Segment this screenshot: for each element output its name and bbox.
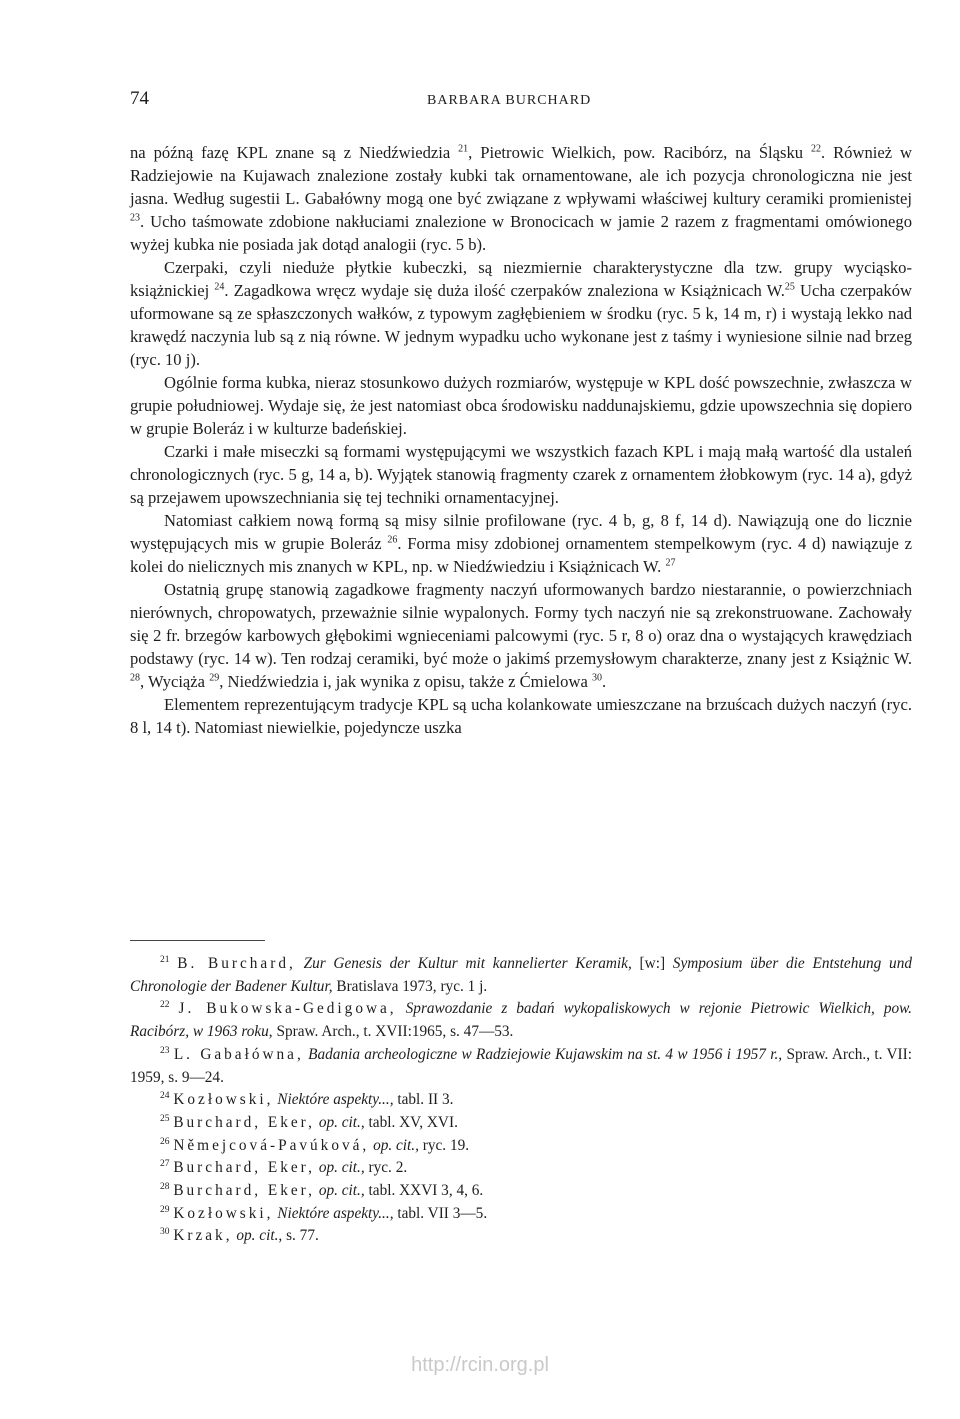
footnote-number: 25 bbox=[160, 1113, 170, 1124]
text-run: , Pietrowic Wielkich, pow. Racibórz, na Śląsku bbox=[468, 143, 804, 162]
footnote-ref: 26 bbox=[387, 534, 398, 546]
footnote-title: op. cit., bbox=[318, 1113, 365, 1131]
footnote bbox=[130, 1203, 912, 1226]
footnote-number: 23 bbox=[160, 1045, 170, 1056]
text-run: . Ucho taśmowate zdobione nakłuciami znalezione w Bronocicach w jamie 2 razem z fragmentami omówionego wyżej kubka nie posiada jak dotąd analogii (ryc. 5 b). bbox=[130, 212, 912, 254]
footnote-title: op. cit., bbox=[236, 1227, 283, 1245]
footnote-rest: ryc. 2. bbox=[364, 1159, 408, 1177]
text-run: . Zagadkowa wręcz wydaje się duża ilość czerpaków znaleziona w Książnicach W. bbox=[224, 281, 785, 300]
footnote bbox=[130, 1157, 912, 1180]
footnote-number: 29 bbox=[160, 1204, 170, 1215]
page-number: 74 bbox=[130, 88, 149, 109]
footnote-title: Badania archeologiczne w Radziejowie Kujawskim na st. 4 w 1956 i 1957 r., bbox=[308, 1045, 783, 1063]
footnote bbox=[130, 953, 912, 998]
footnote-ref: 30 bbox=[591, 672, 602, 684]
footnote-title: op. cit., bbox=[318, 1182, 365, 1200]
footnote-title: Zur Genesis der Kultur mit kannelierter Keramik, bbox=[303, 955, 632, 972]
footnote-ref: 29 bbox=[209, 672, 220, 684]
footnote-ref: 28 bbox=[130, 672, 140, 684]
footnote-author: J. Bukowska-Gedigowa, bbox=[178, 1000, 397, 1018]
source-watermark: http://rcin.org.pl bbox=[411, 1354, 549, 1376]
footnote-rest: s. 77. bbox=[282, 1227, 319, 1245]
paragraph bbox=[130, 256, 912, 371]
footnote-title: Niektóre aspekty..., bbox=[277, 1204, 394, 1222]
footnote-rest: tabl. II 3. bbox=[393, 1091, 454, 1109]
footnote bbox=[130, 1225, 912, 1248]
text-run: Natomiast całkiem nową formą są misy silnie profilowane (ryc. 4 b, g, 8 f, 14 d). Nawiązują one do licznie występujących mis w grupie Boleráz bbox=[130, 511, 912, 553]
footnote bbox=[130, 1180, 912, 1203]
footnote bbox=[130, 1044, 912, 1089]
footnote-ref: 24 bbox=[214, 281, 225, 293]
footnote-number: 28 bbox=[160, 1181, 170, 1192]
running-head: BARBARA BURCHARD bbox=[427, 93, 592, 108]
footnote-ref: 25 bbox=[784, 281, 795, 293]
footnote-number: 21 bbox=[160, 954, 170, 965]
footnote-title: op. cit., bbox=[373, 1136, 419, 1154]
text-run: na późną fazę KPL znane są z Niedźwiedzia bbox=[130, 143, 451, 162]
footnote-rule bbox=[130, 940, 265, 941]
footnote-number: 24 bbox=[160, 1091, 170, 1102]
paragraph: Elementem reprezentującym tradycje KPL są ucha kolankowate umieszczane na brzuścach dużych naczyń (ryc. 8 l, 14 t). Natomiast niewielkie, pojedyncze uszka bbox=[130, 695, 912, 737]
footnote-ref: 21 bbox=[458, 143, 469, 155]
footnote-title: Sprawozdanie z badań wykopaliskowych w rejonie Pietrowic Wielkich, pow. Racibórz, w 1963 roku, bbox=[130, 1000, 913, 1041]
footnote-ref: 23 bbox=[130, 212, 140, 224]
footnote bbox=[130, 1089, 912, 1112]
footnote-rest: Spraw. Arch., t. VII: 1959, s. 9—24. bbox=[130, 1045, 912, 1086]
footnote-author: Burchard, Eker, bbox=[173, 1182, 315, 1200]
paragraph bbox=[130, 578, 912, 693]
footnote-author: L. Gabałówna, bbox=[173, 1045, 304, 1063]
body-text bbox=[130, 141, 912, 739]
paragraph bbox=[130, 141, 912, 256]
footnote-author: Burchard, Eker, bbox=[173, 1113, 315, 1131]
footnote-title: Niektóre aspekty..., bbox=[277, 1091, 394, 1109]
text-run: Ostatnią grupę stanowią zagadkowe fragmenty naczyń uformowanych bardzo niestarannie, o powierzchniach nierównych, chropowatych, przeważnie silnie wypalonych. Formy tych naczyń nie są zrekonstruowane. Zachowały się 2 fr. brzegów karbowych głębokimi wgnieceniami palcowymi (ryc. 5 r, 8 o) oraz dna o wystających krawędziach podstawy (ryc. 14 w). Ten rodzaj ceramiki, być może o jakimś przemysłowym charakterze, znany jest z Książnic W. bbox=[130, 580, 912, 668]
footnote-rest: Bratislava 1973, ryc. 1 j. bbox=[332, 977, 488, 995]
text-run: , Wyciąża bbox=[140, 672, 206, 691]
footnote-author: Kozłowski, bbox=[173, 1204, 274, 1222]
paragraph bbox=[130, 509, 912, 578]
footnote-number: 30 bbox=[160, 1227, 170, 1238]
footnote-title: Symposium über die Entstehung und Chronologie der Badener Kultur, bbox=[130, 955, 913, 995]
footnote-title: op. cit., bbox=[318, 1159, 365, 1177]
footnote-rest: [w:] bbox=[631, 955, 673, 972]
footnotes bbox=[130, 953, 912, 1248]
footnote-author: Němejcová-Pavúková, bbox=[173, 1136, 370, 1154]
footnote-number: 26 bbox=[160, 1136, 170, 1147]
footnote-author: Kozłowski, bbox=[173, 1091, 274, 1109]
text-run: Czerpaki, czyli nieduże płytkie kubeczki, są niezmiernie charakterystyczne dla tzw. grupy wyciąsko-książnickiej bbox=[130, 258, 912, 300]
paragraph: Czarki i małe miseczki są formami występującymi we wszystkich fazach KPL i mają małą wartość dla ustaleń chronologicznych (ryc. 5 g, 14 a, b). Wyjątek stanowią fragmenty czarek z ornamentem żłobkowym (ryc. 14 a), gdyż są przejawem upowszechniania się tej techniki ornamentacyjnej. bbox=[130, 442, 912, 507]
text-run: . bbox=[601, 672, 607, 691]
footnote-author: B. Burchard, bbox=[177, 955, 296, 972]
text-run: . Również w Radziejowie na Kujawach znalezione zostały kubki tak ornamentowane, ale ich pozycja chronologiczna nie jest jasna. Według sugestii L. Gabałówny mogą one być związane z wpływami właściwej kultury ceramiki promienistej bbox=[130, 143, 912, 208]
footnote-ref: 22 bbox=[811, 143, 822, 155]
paragraph: Ogólnie forma kubka, nieraz stosunkowo dużych rozmiarów, występuje w KPL dość powszechnie, zwłaszcza w grupie południowej. Wydaje się, że jest natomiast obca środowisku naddunajskiemu, gdzie upowszechnia się dopiero w grupie Boleráz i w kulturze badeńskiej. bbox=[130, 373, 912, 438]
footnote-rest: tabl. XV, XVI. bbox=[364, 1113, 458, 1131]
text-run: . Forma misy zdobionej ornamentem stempelkowym (ryc. 4 d) nawiązuje z kolei do nielicznych mis znanych w KPL, np. w Niedźwiedziu i Książnicach W. bbox=[130, 534, 912, 576]
text-run: Ucha czerpaków uformowane są ze spłaszczonych wałków, z typowym zagłębieniem w środku (ryc. 5 k, 14 m, r) i wystają lekko nad krawędź naczynia lub są z nią równe. W jednym wypadku ucho wykonane jest z taśmy i wyniesione silnie nad brzeg (ryc. 10 j). bbox=[130, 281, 912, 369]
footnote-rest: tabl. XXVI 3, 4, 6. bbox=[364, 1182, 484, 1200]
footnote-rest: tabl. VII 3—5. bbox=[393, 1204, 488, 1222]
footnote-rest: Spraw. Arch., t. XVII:1965, s. 47—53. bbox=[272, 1023, 514, 1041]
footnote-number: 22 bbox=[160, 1000, 170, 1011]
footnote bbox=[130, 998, 912, 1043]
footnote-number: 27 bbox=[160, 1159, 170, 1170]
footnote-rest: ryc. 19. bbox=[418, 1136, 470, 1154]
footnote bbox=[130, 1135, 912, 1158]
text-run: , Niedźwiedzia i, jak wynika z opisu, także z Ćmielowa bbox=[219, 672, 588, 691]
footnote-author: Krzak, bbox=[173, 1227, 233, 1245]
page-header bbox=[130, 88, 912, 114]
footnote bbox=[130, 1112, 912, 1135]
footnote-ref: 27 bbox=[665, 557, 676, 569]
footnote-author: Burchard, Eker, bbox=[173, 1159, 315, 1177]
